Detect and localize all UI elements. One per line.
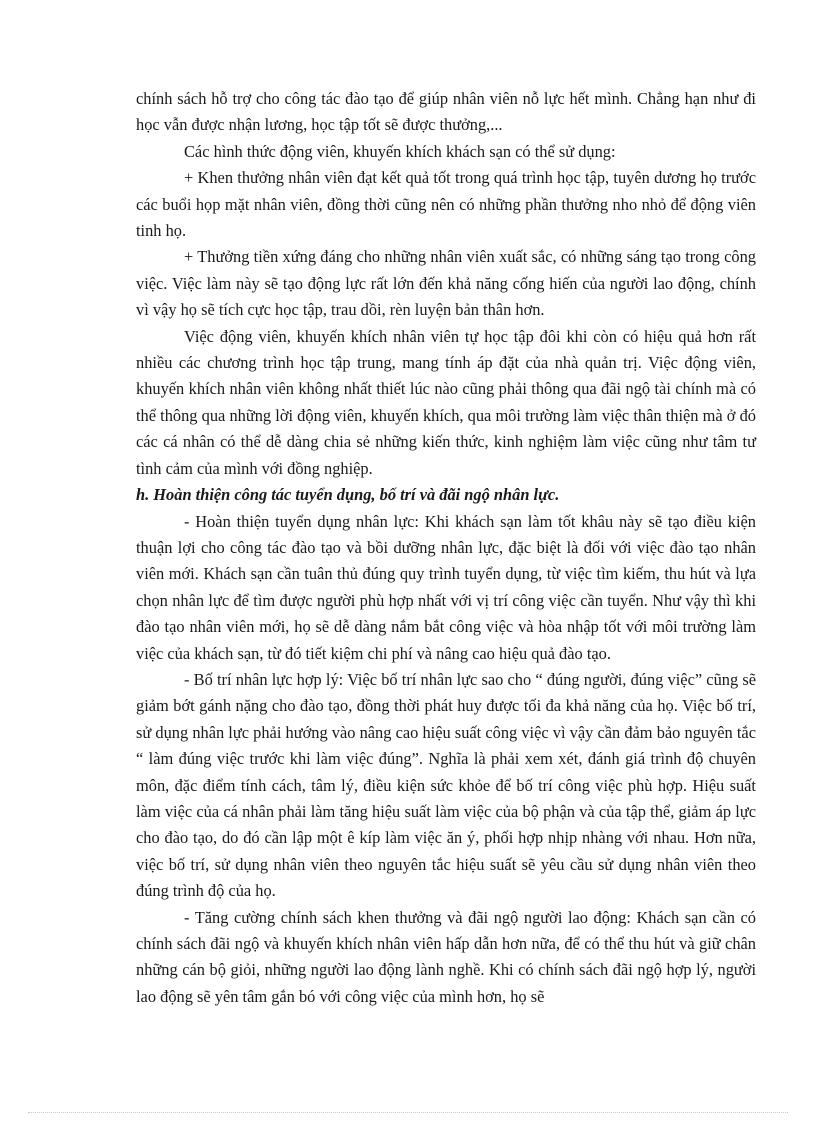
page-bottom-divider <box>28 1112 788 1113</box>
paragraph-intro-forms: Các hình thức động viên, khuyến khích khách sạn có thể sử dụng: <box>184 141 616 161</box>
section-heading <box>136 482 756 508</box>
document-body <box>136 86 756 1010</box>
paragraph-bullet-reward: + Thưởng tiền xứng đáng cho những nhân viên xuất sắc, có những sáng tạo trong công việc. Việc làm này sẽ tạo động lực rất lớn đến khả năng cống hiến của người lao động, chính vì vậy họ sẽ tích cực học tập, trau dồi, rèn luyện bản thân hơn. <box>136 247 756 320</box>
paragraph-rewards-policy: - Tăng cường chính sách khen thưởng và đãi ngộ người lao động: Khách sạn cần có chính sách đãi ngộ và khuyến khích nhân viên hấp dẫn hơn nữa, để có thể thu hút và giữ chân những cán bộ giỏi, những người lao động lành nghề. Khi có chính sách đãi ngộ hợp lý, người lao động sẽ yên tâm gắn bó với công việc của mình hơn, họ sẽ <box>136 907 756 1006</box>
paragraph-continuation: chính sách hỗ trợ cho công tác đào tạo để giúp nhân viên nỗ lực hết mình. Chẳng hạn như đi học vẫn được nhận lương, học tập tốt sẽ được thưởng,... <box>136 89 756 135</box>
paragraph-motivation: Việc động viên, khuyến khích nhân viên tự học tập đôi khi còn có hiệu quả hơn rất nhiều các chương trình học tập trung, mang tính áp đặt của nhà quản trị. Việc động viên, khuyến khích nhân viên không nhất thiết lúc nào cũng phải thông qua đãi ngộ tài chính mà có thể thông qua những lời động viên, khuyến khích, qua môi trường làm việc thân thiện mà ở đó các cá nhân có thể dễ dàng chia sẻ những kiến thức, kinh nghiệm làm việc cũng như tâm tư tình cảm của mình với đồng nghiệp. <box>136 326 756 478</box>
paragraph-recruitment: - Hoàn thiện tuyển dụng nhân lực: Khi khách sạn làm tốt khâu này sẽ tạo điều kiện thuận lợi cho công tác đào tạo và bồi dưỡng nhân lực, đặc biệt là đối với việc đào tạo nhân viên mới. Khách sạn cần tuân thủ đúng quy trình tuyển dụng, từ việc tìm kiếm, thu hút và lựa chọn nhân lực để tìm được người phù hợp nhất với vị trí công việc cần tuyển. Như vậy thì khi đào tạo nhân viên mới, họ sẽ dễ dàng nắm bắt công việc và hòa nhập tốt với môi trường làm việc của khách sạn, từ đó tiết kiệm chi phí và nâng cao hiệu quả đào tạo. <box>136 511 756 663</box>
paragraph-bullet-praise: + Khen thưởng nhân viên đạt kết quả tốt trong quá trình học tập, tuyên dương họ trước các buổi họp mặt nhân viên, đồng thời cũng nên có những phần thưởng nho nhỏ để động viên tinh họ. <box>136 168 756 241</box>
section-heading-text: h. Hoàn thiện công tác tuyển dụng, bố trí và đãi ngộ nhân lực. <box>136 485 560 505</box>
paragraph-placement: - Bố trí nhân lực hợp lý: Việc bố trí nhân lực sao cho “ đúng người, đúng việc” cũng sẽ giảm bớt gánh nặng cho đào tạo, đồng thời phát huy được tối đa khả năng của họ. Việc bố trí, sử dụng nhân lực phải hướng vào nâng cao hiệu suất công việc vì vậy cần đảm bảo nguyên tắc “ làm đúng việc trước khi làm việc đúng”. Nghĩa là phải xem xét, đánh giá trình độ chuyên môn, đặc điểm tính cách, tâm lý, điều kiện sức khỏe để bố trí công việc phù hợp. Hiệu suất làm việc của cá nhân phải làm tăng hiệu suất làm việc của bộ phận và của tập thể, giảm áp lực cho đào tạo, do đó cần lập một ê kíp làm việc ăn ý, phối hợp nhịp nhàng với nhau. Hơn nữa, việc bố trí, sử dụng nhân viên theo nguyên tắc hiệu suất sẽ yêu cầu sử dụng nhân viên theo đúng trình độ của họ. <box>136 669 756 901</box>
